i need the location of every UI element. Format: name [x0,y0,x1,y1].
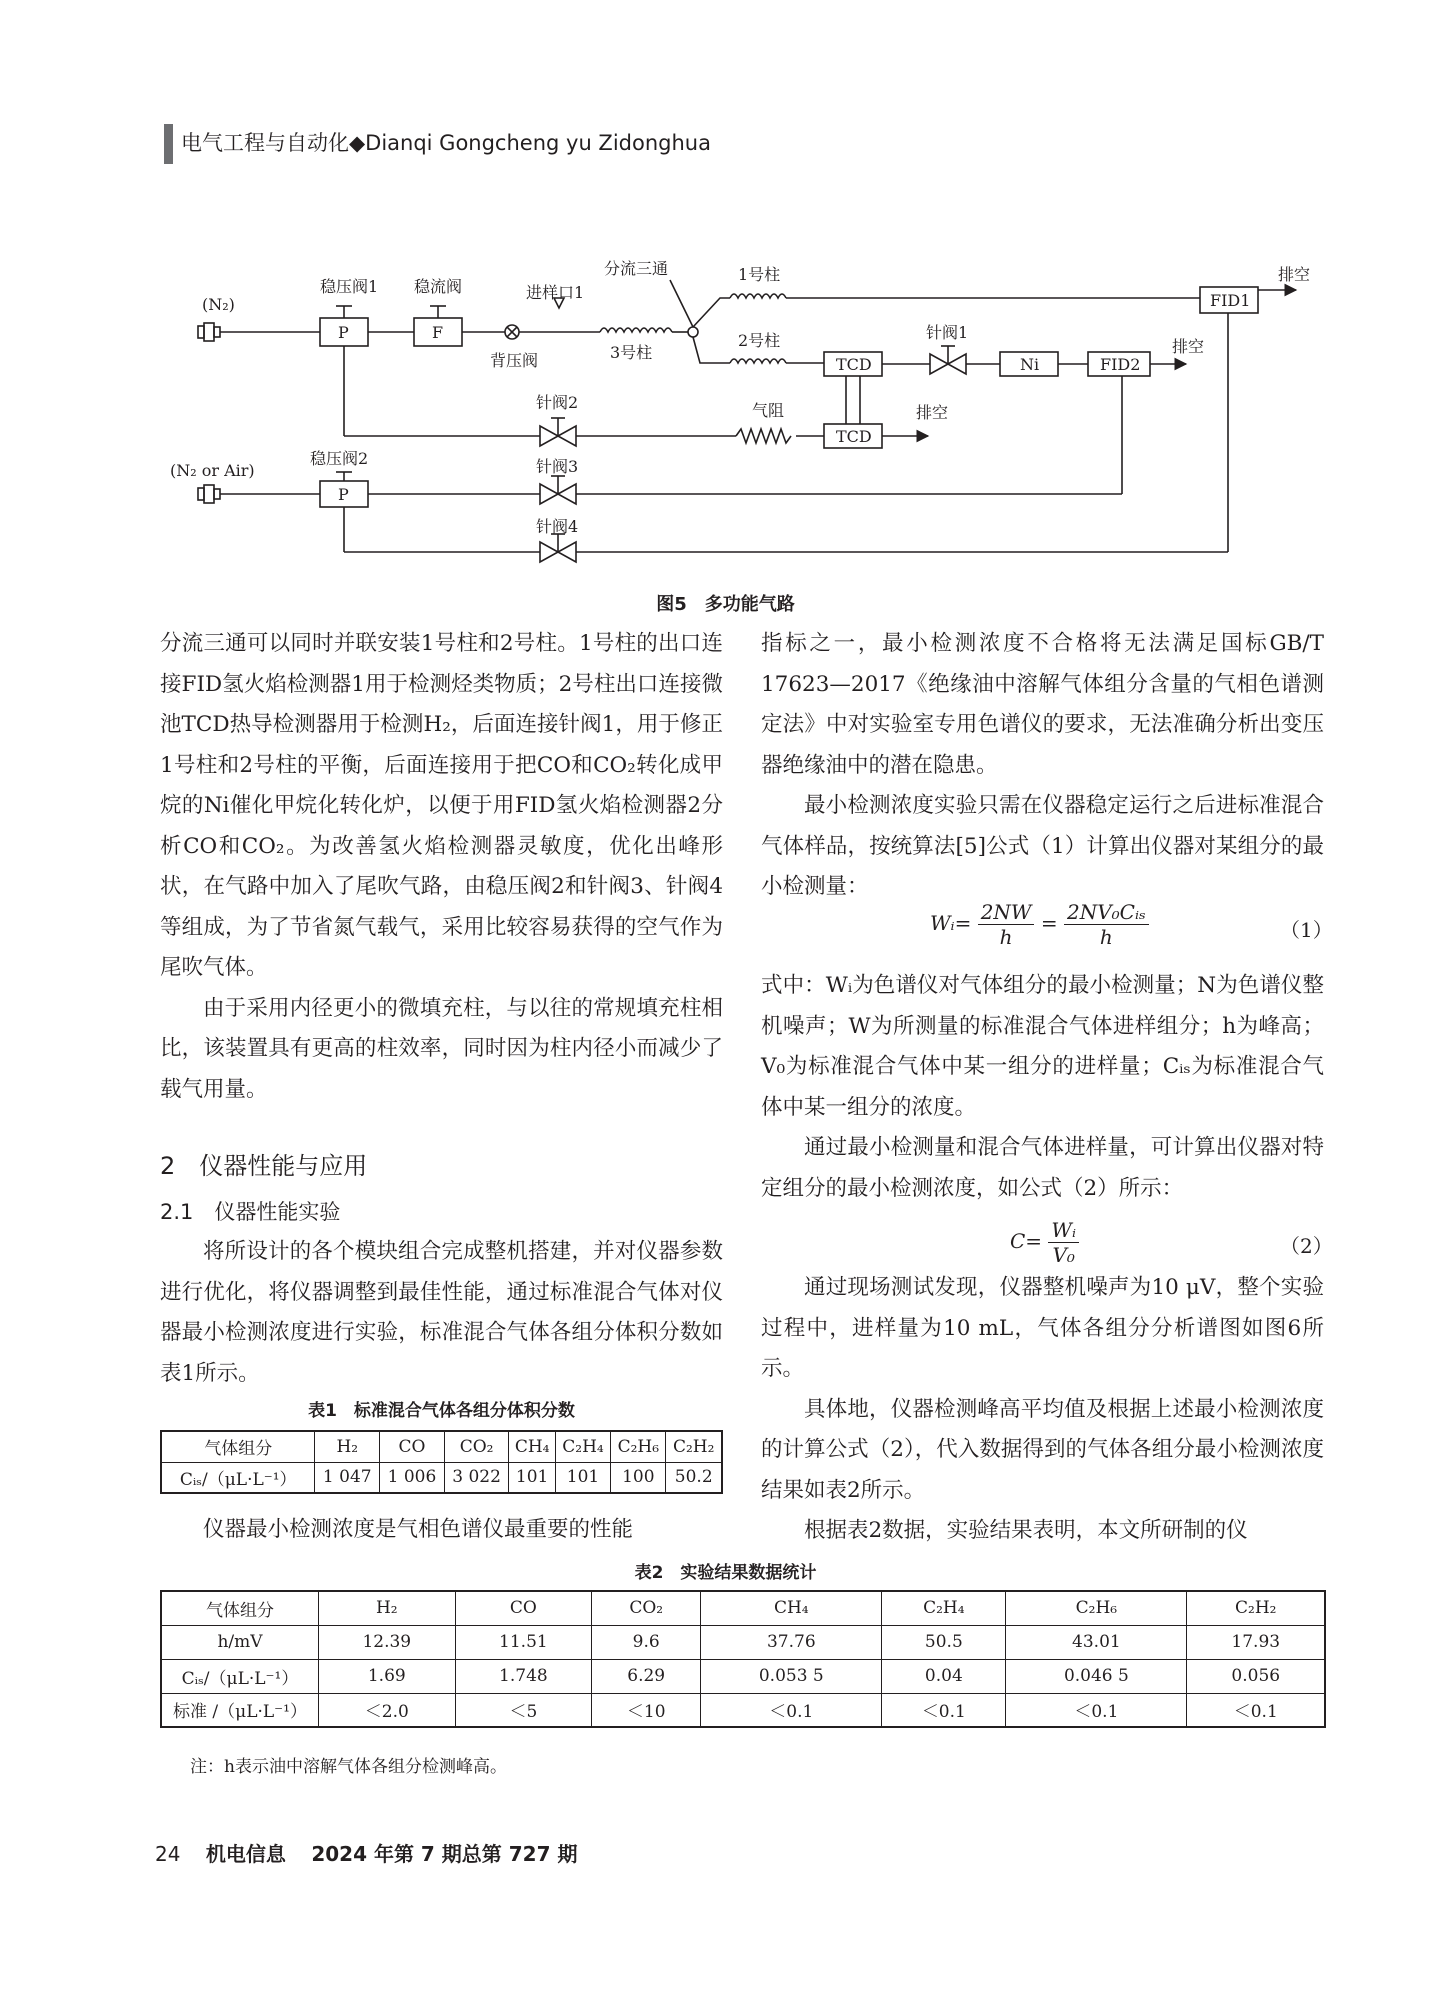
table2-header-cell: CH₄ [701,1591,882,1625]
eq1-f1-numerator: 2NW [978,900,1035,925]
eq2-fraction [1048,1218,1079,1267]
label-gas-resistor: 气阻 [752,401,785,420]
box-tcd1-label: TCD [836,355,872,374]
label-vent-tcd: 排空 [916,403,949,422]
paragraph: 式中：Wᵢ为色谱仪对气体组分的最小检测量；N为色谱仪整机噪声；W为所测量的标准混合气体进样组分；h为峰高；V₀为标准混合气体中某一组分的进样量；Cᵢₛ为标准混合气体中某一组分的浓度。 [761,973,1324,1120]
left-column-mid [160,1232,723,1394]
splitter-node [688,327,698,337]
paragraph: 根据表2数据，实验结果表明，本文所研制的仪 [804,1518,1248,1543]
journal-header: 电气工程与自动化◆Dianqi Gongcheng yu Zidonghua [181,131,711,155]
label-needle-valve2: 针阀2 [536,393,579,412]
paragraph: 通过现场测试发现，仪器整机噪声为10 μV，整个实验过程中，进样量为10 mL，气体各组分分析谱图如图6所示。 [761,1275,1324,1381]
section-heading-2: 2 仪器性能与应用 [160,1152,368,1180]
equation-1 [930,900,1149,949]
paragraph: 将所设计的各个模块组合完成整机搭建，并对仪器参数进行优化，将仪器调整到最佳性能，通过标准混合气体对仪器最小检测浓度进行实验，标准混合气体各组分体积分数如表1所示。 [160,1239,723,1386]
table2-header-cell: CO₂ [592,1591,701,1625]
label-injection-port1: 进样口1 [526,283,585,302]
label-n2: (N₂) [202,295,235,314]
box-fid2-label: FID2 [1100,355,1141,374]
table2-cell: 43.01 [1006,1625,1187,1659]
eq2-denominator: V₀ [1052,1243,1075,1267]
label-column1: 1号柱 [738,265,781,284]
table1-header-cell: 气体组分 [161,1431,315,1462]
table2-cell: h/mV [161,1625,319,1659]
table1 [160,1430,723,1494]
table2-note: 注：h表示油中溶解气体各组分检测峰高。 [190,1757,507,1777]
table1-cell: 1 006 [380,1462,445,1493]
box-ni-label: Ni [1020,355,1040,374]
label-vent-fid2: 排空 [1172,337,1205,356]
label-pressure-valve2: 稳压阀2 [310,449,369,468]
paragraph: 仪器最小检测浓度是气相色谱仪最重要的性能 [203,1517,634,1542]
table2-cell: 37.76 [701,1625,882,1659]
table2-cell: 50.5 [882,1625,1006,1659]
right-column-top [761,624,1324,908]
n2-inlet-fitting [198,323,220,341]
table2-caption: 表2 实验结果数据统计 [634,1563,817,1583]
paragraph: 最小检测浓度实验只需在仪器稳定运行之后进标准混合气体样品，按统算法[5]公式（1）计算出仪器对某组分的最小检测量： [761,793,1324,899]
eq1-f2-denominator: h [1099,925,1113,949]
table2-cell: 0.046 5 [1006,1659,1187,1693]
page-number: 24 [155,1842,181,1866]
label-needle-valve3: 针阀3 [536,457,579,476]
table2-cell: 标准 /（μL·L⁻¹） [161,1693,319,1727]
table1-cell: 101 [555,1462,610,1493]
table1-header-cell: C₂H₂ [666,1431,722,1462]
table1-header-cell: CO₂ [444,1431,509,1462]
paragraph: 由于采用内径更小的微填充柱，与以往的常规填充柱相比，该装置具有更高的柱效率，同时因为柱内径小而减少了载气用量。 [160,995,723,1102]
table1-cell: 1 047 [315,1462,380,1493]
equation-1-number: （1） [1280,918,1333,942]
table1-header-cell: CO [380,1431,445,1462]
table2-cell: 17.93 [1187,1625,1325,1659]
footer-issue: 2024 年第 7 期总第 727 期 [311,1842,578,1866]
eq1-lhs: Wᵢ= [930,911,972,935]
box-fid1-label: FID1 [1210,291,1251,310]
label-splitter: 分流三通 [604,259,669,278]
table2-cell: 0.053 5 [701,1659,882,1693]
eq1-fraction-2 [1064,900,1149,949]
table1-header-cell: C₂H₆ [611,1431,666,1462]
table1-header-cell: C₂H₄ [555,1431,610,1462]
gas-path-diagram [160,250,1340,595]
table2-cell: ＜10 [592,1693,701,1727]
left-column-bottom [160,1510,723,1551]
header-bar [164,124,173,164]
paragraph: 分流三通可以同时并联安装1号柱和2号柱。1号柱的出口连接FID氢火焰检测器1用于检测烃类物质；2号柱出口连接微池TCD热导检测器用于检测H₂，后面连接针阀1，用于修正1号柱和2号柱的平衡，后面连接用于把CO和CO₂转化成甲烷的Ni催化甲烷化转化炉，以便于用FID氢火焰检测器2分析CO和CO₂。为改善氢火焰检测器灵敏度，优化出峰形状，在气路中加入了尾吹气路，由稳压阀2和针阀3、针阀4等组成，为了节省氮气载气，采用比较容易获得的空气作为尾吹气体。 [160,631,723,980]
table2-cell: ＜2.0 [319,1693,456,1727]
right-column-mid [761,966,1324,1209]
table1-header-cell: H₂ [315,1431,380,1462]
table1-cell: 3 022 [444,1462,509,1493]
table2-cell: Cᵢₛ/（μL·L⁻¹） [161,1659,319,1693]
eq2-numerator: Wᵢ [1048,1218,1079,1243]
table2-cell: 0.056 [1187,1659,1325,1693]
table2-cell: ＜0.1 [1187,1693,1325,1727]
figure5-caption: 图5 多功能气路 [656,594,795,615]
label-column2: 2号柱 [738,331,781,350]
table2-header-cell: H₂ [319,1591,456,1625]
box-p1-label: P [338,323,349,342]
column3-coil [600,328,672,332]
table2-cell: ＜0.1 [1006,1693,1187,1727]
table2-cell: 6.29 [592,1659,701,1693]
table1-caption: 表1 标准混合气体各组分体积分数 [308,1401,575,1421]
table2-header-cell: 气体组分 [161,1591,319,1625]
box-p2-label: P [338,485,349,504]
paragraph: 具体地，仪器检测峰高平均值及根据上述最小检测浓度的计算公式（2），代入数据得到的气体各组分最小检测浓度结果如表2所示。 [761,1396,1324,1503]
table1-header-cell: CH₄ [509,1431,555,1462]
eq1-f1-denominator: h [999,925,1013,949]
paragraph: 指标之一，最小检测浓度不合格将无法满足国标GB/T 17623—2017《绝缘油中溶解气体组分含量的气相色谱测定法》中对实验室专用色谱仪的要求，无法准确分析出变压器绝缘油中的潜在隐患。 [761,631,1324,778]
table2-cell: ＜5 [455,1693,592,1727]
equation-2 [1010,1218,1079,1267]
table1-cell: Cᵢₛ/（μL·L⁻¹） [161,1462,315,1493]
footer-journal: 机电信息 [205,1842,286,1866]
table2-cell: 9.6 [592,1625,701,1659]
column2-coil [730,359,786,363]
table2 [160,1590,1326,1728]
table2-header-cell: C₂H₄ [882,1591,1006,1625]
label-flow-valve: 稳流阀 [414,277,463,296]
table2-cell: 1.748 [455,1659,592,1693]
table2-cell: 11.51 [455,1625,592,1659]
equation-2-number: （2） [1280,1234,1333,1258]
eq1-fraction-1 [978,900,1035,949]
page-footer [155,1838,577,1867]
table2-cell: ＜0.1 [882,1693,1006,1727]
n2-air-inlet-fitting [198,485,220,503]
box-f-label: F [432,323,444,342]
table1-cell: 50.2 [666,1462,722,1493]
label-vent-fid1: 排空 [1278,265,1311,284]
table2-cell: 1.69 [319,1659,456,1693]
label-n2-air: (N₂ or Air) [170,461,255,480]
table2-cell: 0.04 [882,1659,1006,1693]
eq1-f2-numerator: 2NV₀Cᵢₛ [1064,900,1149,925]
table1-cell: 101 [509,1462,555,1493]
left-column-top [160,624,723,1110]
label-needle-valve4: 针阀4 [536,517,579,536]
table2-header-cell: CO [455,1591,592,1625]
label-needle-valve1: 针阀1 [926,323,969,342]
box-tcd2-label: TCD [836,427,872,446]
column1-coil [730,294,786,298]
label-pressure-valve1: 稳压阀1 [320,277,379,296]
table2-cell: ＜0.1 [701,1693,882,1727]
right-column-bottom [761,1268,1324,1552]
table2-header-cell: C₂H₆ [1006,1591,1187,1625]
label-column3: 3号柱 [610,343,653,362]
table1-cell: 100 [611,1462,666,1493]
eq2-lhs: C= [1010,1229,1043,1253]
table2-header-cell: C₂H₂ [1187,1591,1325,1625]
section-heading-2-1: 2.1 仪器性能实验 [160,1200,341,1224]
eq1-equals: = [1040,911,1058,935]
gas-resistor [736,429,791,443]
paragraph: 通过最小检测量和混合气体进样量，可计算出仪器对特定组分的最小检测浓度，如公式（2）所示： [761,1135,1324,1201]
table2-cell: 12.39 [319,1625,456,1659]
label-back-pressure-valve: 背压阀 [490,351,539,370]
